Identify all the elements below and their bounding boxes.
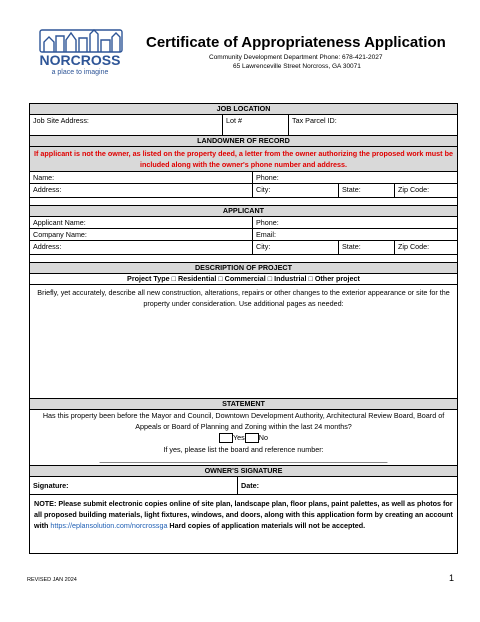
company-row: [30, 229, 457, 241]
logo-tagline: a place to imagine: [51, 69, 109, 76]
landowner-name-row: [30, 172, 457, 184]
landowner-state-field[interactable]: State:: [339, 184, 395, 197]
yes-no-group: [36, 433, 451, 444]
landowner-address-field[interactable]: Address:: [30, 184, 253, 197]
landowner-city-field[interactable]: City:: [253, 184, 339, 197]
landowner-address-row: [30, 184, 457, 198]
project-description-field[interactable]: [30, 285, 457, 398]
section-header-landowner: LANDOWNER OF RECORD: [30, 136, 457, 147]
department-phone: Community Development Department Phone: 678-421-2027: [209, 54, 383, 61]
applicant-name-field[interactable]: Applicant Name:: [30, 217, 253, 228]
statement-followup: If yes, please list the board and reference number:: [163, 444, 324, 454]
section-header-statement: STATEMENT: [30, 399, 457, 410]
board-reference-line[interactable]: ________________________________________________________________________: [99, 454, 388, 463]
signature-date-field[interactable]: Date:: [241, 481, 259, 490]
description-instructions: Briefly, yet accurately, describe all new construction, alterations, repairs or other changes to the exterior appearance or site for the property under consideration. Use additional pages as needed:: [37, 288, 450, 308]
skyline-icon: [40, 30, 122, 52]
project-type-options[interactable]: Project Type □ Residential □ Commercial □ Industrial □ Other project: [127, 274, 360, 283]
spacer-row: [30, 255, 457, 263]
project-type-row: [30, 274, 457, 285]
job-location-row: [30, 115, 457, 136]
submission-note: NOTE: Please submit electronic copies online of site plan, landscape plan, floor plans, paint palettes, as well as photos for all proposed building materials, light fixtures, windows, and doors, along with this application form by creating an account with https://eplansolution.com/norcrossga Hard copies of application materials will not be accepted.: [34, 499, 453, 530]
section-header-description: DESCRIPTION OF PROJECT: [30, 263, 457, 274]
applicant-state-field[interactable]: State:: [339, 241, 395, 254]
applicant-address-row: [30, 241, 457, 255]
yes-checkbox[interactable]: [219, 433, 233, 443]
applicant-name-row: [30, 217, 457, 229]
no-checkbox[interactable]: [245, 433, 259, 443]
applicant-zip-field[interactable]: Zip Code:: [398, 242, 430, 251]
revision-date: REVISED JAN 2024: [27, 577, 77, 583]
section-header-applicant: APPLICANT: [30, 206, 457, 217]
signature-field[interactable]: Signature:: [30, 477, 238, 494]
norcross-logo: [30, 24, 130, 76]
company-name-field[interactable]: Company Name:: [30, 229, 253, 240]
applicant-address-field[interactable]: Address:: [30, 241, 253, 254]
statement-row: [30, 410, 457, 466]
section-header-job-location: JOB LOCATION: [30, 104, 457, 115]
statement-question: Has this property been before the Mayor and Council, Downtown Development Authority, Architectural Review Board, Board of Appeals or Board of Planning and Zoning within the last 24 months?: [42, 411, 445, 431]
page-number: 1: [449, 573, 455, 583]
signature-row: [30, 477, 457, 495]
owner-authorization-warning: If applicant is not the owner, as listed on the property deed, a letter from the owner authorizing the proposed work must be included along with the owner's phone number and address.: [30, 147, 457, 171]
spacer-row: [30, 198, 457, 206]
eplan-solution-link[interactable]: https://eplansolution.com/norcrossga: [50, 521, 168, 530]
applicant-phone-field[interactable]: Phone:: [256, 218, 279, 227]
statement-body: [30, 410, 457, 465]
no-label: No: [258, 433, 268, 442]
landowner-zip-field[interactable]: Zip Code:: [398, 185, 430, 194]
lot-number-field[interactable]: Lot #: [223, 115, 289, 135]
note-row: [30, 495, 457, 553]
application-form: [29, 103, 458, 554]
applicant-city-field[interactable]: City:: [253, 241, 339, 254]
applicant-email-field[interactable]: Email:: [256, 230, 276, 239]
logo-wordmark: NORCROSS: [39, 52, 121, 68]
job-site-address-field[interactable]: Job Site Address:: [30, 115, 223, 135]
page-title: Certificate of Appropriateness Application: [146, 34, 446, 51]
department-address: 65 Lawrenceville Street Norcross, GA 30071: [233, 63, 361, 70]
landowner-name-field[interactable]: Name:: [30, 172, 253, 183]
landowner-phone-field[interactable]: Phone:: [256, 173, 279, 182]
landowner-warning-row: [30, 147, 457, 172]
tax-parcel-id-field[interactable]: Tax Parcel ID:: [292, 116, 337, 125]
yes-label: Yes: [233, 433, 245, 442]
description-row: [30, 285, 457, 399]
section-header-signature: OWNER'S SIGNATURE: [30, 466, 457, 477]
